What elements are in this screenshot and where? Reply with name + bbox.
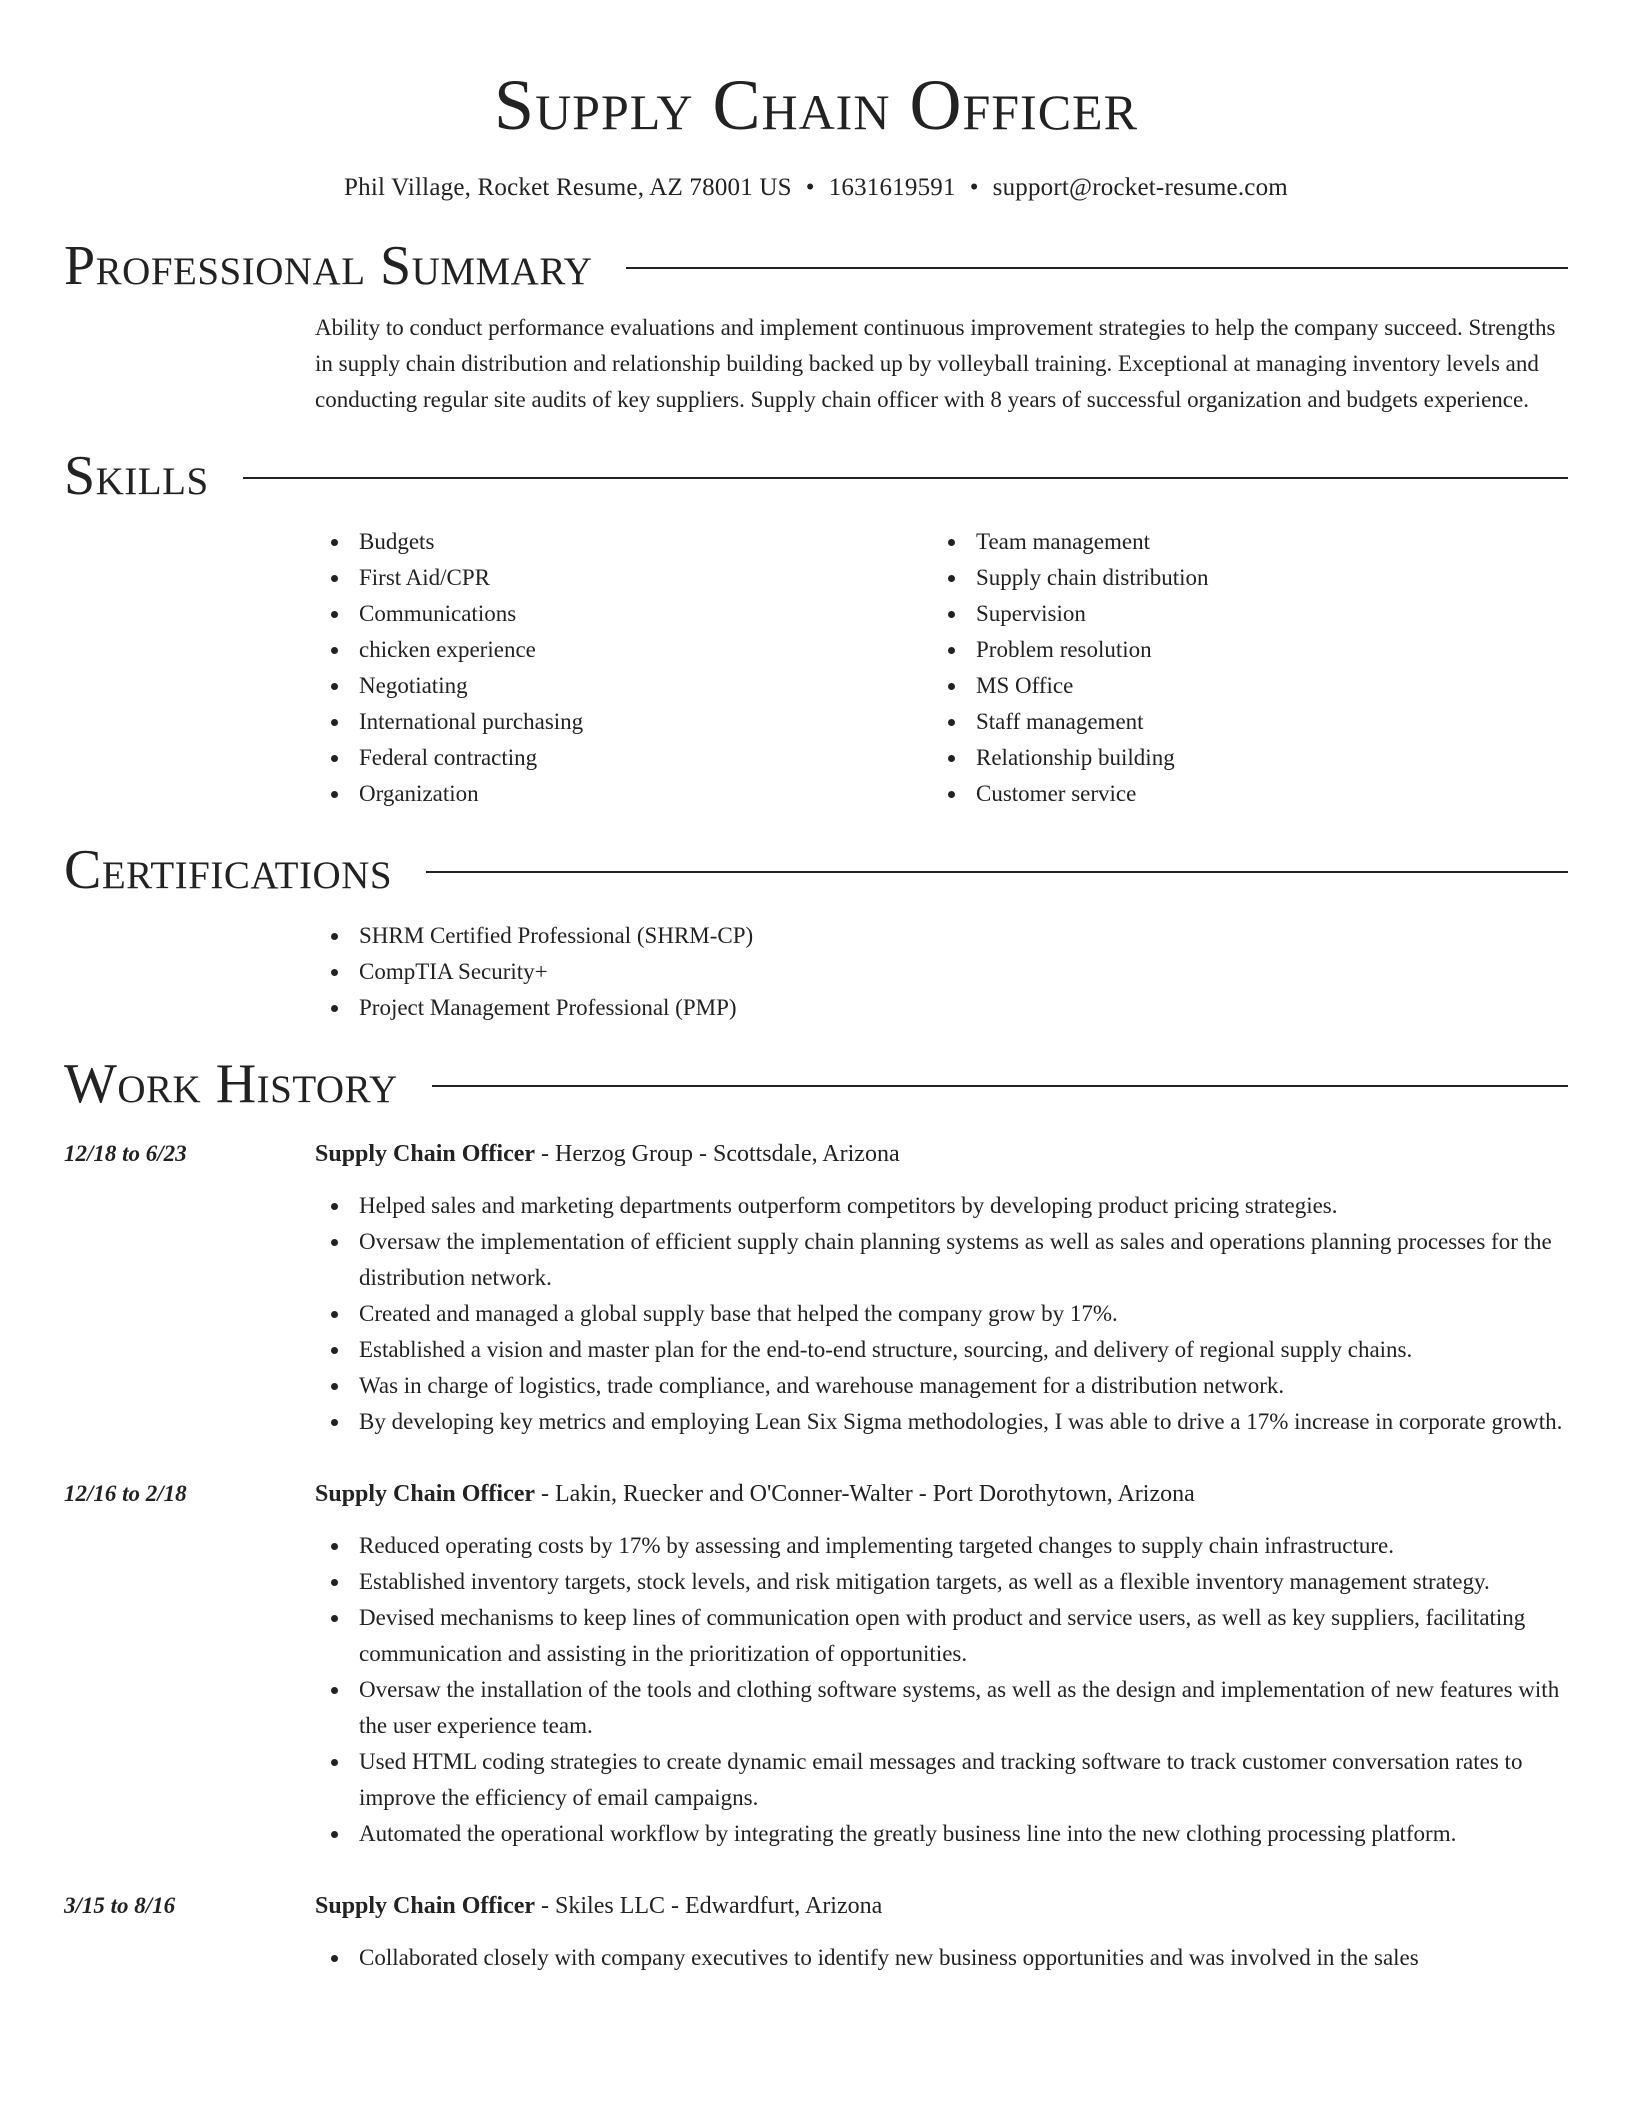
job-bullets (315, 1188, 1568, 1440)
skill-item: Communications (315, 596, 932, 632)
certifications-heading: Certifications (64, 839, 393, 901)
skill-item: chicken experience (315, 632, 932, 668)
summary-section-header (64, 234, 1568, 298)
work-heading: Work History (64, 1053, 398, 1115)
job-entry (64, 1136, 1568, 1440)
summary-heading: Professional Summary (64, 235, 593, 297)
skill-item: International purchasing (315, 704, 932, 740)
job-bullet: Devised mechanisms to keep lines of communication open with product and service users, as well as key suppliers, facilitating communication and assisting in the prioritization of opportunities. (315, 1600, 1568, 1672)
page-title: Supply Chain Officer (494, 65, 1138, 145)
job-entry (64, 1888, 1568, 1976)
job-bullets (315, 1528, 1568, 1852)
contact-email[interactable]: support@rocket-resume.com (992, 174, 1288, 201)
job-employer-location: - Herzog Group - Scottsdale, Arizona (535, 1141, 900, 1167)
contact-address: Phil Village, Rocket Resume, AZ 78001 US (344, 174, 792, 201)
job-title: Supply Chain Officer (315, 1893, 536, 1919)
job-heading (315, 1136, 1568, 1172)
job-bullet: Oversaw the implementation of efficient supply chain planning systems as well as sales and operations planning processes for the distribution network. (315, 1224, 1568, 1296)
skills-column-left (315, 524, 932, 812)
job-employer-location: - Skiles LLC - Edwardfurt, Arizona (535, 1893, 883, 1919)
job-employer-location: - Lakin, Ruecker and O'Conner-Walter - Port Dorothytown, Arizona (535, 1481, 1195, 1507)
job-bullet: Established inventory targets, stock levels, and risk mitigation targets, as well as a flexible inventory management strategy. (315, 1564, 1568, 1600)
job-details (315, 1136, 1568, 1440)
job-bullet: Automated the operational workflow by integrating the greatly business line into the new clothing processing platform. (315, 1816, 1568, 1852)
section-divider (432, 1085, 1568, 1087)
job-title: Supply Chain Officer (315, 1141, 536, 1167)
contact-separator: • (969, 174, 979, 201)
section-divider (426, 871, 1568, 873)
skill-item: Problem resolution (932, 632, 1549, 668)
skill-item: Budgets (315, 524, 932, 560)
skill-item: Customer service (932, 776, 1549, 812)
job-bullet: Used HTML coding strategies to create dynamic email messages and tracking software to track customer conversation rates to improve the efficiency of email campaigns. (315, 1744, 1568, 1816)
contact-separator: • (805, 174, 815, 201)
certification-item: CompTIA Security+ (315, 954, 1568, 990)
skill-item: Supply chain distribution (932, 560, 1549, 596)
contact-phone: 1631619591 (828, 174, 956, 201)
skills-column-right (932, 524, 1549, 812)
job-bullet: Was in charge of logistics, trade compliance, and warehouse management for a distribution network. (315, 1368, 1568, 1404)
work-section-header (64, 1052, 1568, 1116)
skill-item: Staff management (932, 704, 1549, 740)
job-bullet: Established a vision and master plan for the end-to-end structure, sourcing, and delivery of regional supply chains. (315, 1332, 1568, 1368)
job-entry (64, 1476, 1568, 1852)
certifications-section-header (64, 838, 1568, 902)
job-heading (315, 1476, 1568, 1512)
skills-list (315, 524, 1568, 812)
skill-item: Organization (315, 776, 932, 812)
job-dates: 12/16 to 2/18 (64, 1481, 187, 1506)
resume-page (64, 0, 1568, 1976)
job-details (315, 1476, 1568, 1852)
job-details (315, 1888, 1568, 1976)
job-bullet: Created and managed a global supply base that helped the company grow by 17%. (315, 1296, 1568, 1332)
skill-item: First Aid/CPR (315, 560, 932, 596)
job-dates: 3/15 to 8/16 (64, 1893, 176, 1918)
certifications-items (315, 918, 1568, 1026)
summary-text: Ability to conduct performance evaluations and implement continuous improvement strategies to help the company succeed. Strengths in supply chain distribution and relationship building backed up by volleyball training. Exceptional at managing inventory levels and conducting regular site audits of key suppliers. Supply chain officer with 8 years of successful organization and budgets experience. (315, 315, 1556, 412)
job-heading (315, 1888, 1568, 1924)
job-bullet: Oversaw the installation of the tools and clothing software systems, as well as the design and implementation of new features with the user experience team. (315, 1672, 1568, 1744)
job-title: Supply Chain Officer (315, 1481, 536, 1507)
job-bullet: Helped sales and marketing departments outperform competitors by developing product pricing strategies. (315, 1188, 1568, 1224)
section-divider (243, 477, 1568, 479)
certification-item: SHRM Certified Professional (SHRM-CP) (315, 918, 1568, 954)
certification-item: Project Management Professional (PMP) (315, 990, 1568, 1026)
certifications-list (315, 918, 1568, 1026)
skill-item: Negotiating (315, 668, 932, 704)
skills-heading: Skills (64, 445, 209, 507)
skills-section-header (64, 444, 1568, 508)
skill-item: MS Office (932, 668, 1549, 704)
work-history-list (64, 1136, 1568, 1976)
skill-item: Supervision (932, 596, 1549, 632)
job-bullet: Reduced operating costs by 17% by assessing and implementing targeted changes to supply chain infrastructure. (315, 1528, 1568, 1564)
job-dates: 12/18 to 6/23 (64, 1141, 187, 1166)
skill-item: Team management (932, 524, 1549, 560)
job-bullet: Collaborated closely with company executives to identify new business opportunities and was involved in the sales (315, 1940, 1568, 1976)
skill-item: Federal contracting (315, 740, 932, 776)
skill-item: Relationship building (932, 740, 1549, 776)
job-bullets (315, 1940, 1568, 1976)
section-divider (626, 267, 1568, 269)
job-bullet: By developing key metrics and employing Lean Six Sigma methodologies, I was able to drive a 17% increase in corporate growth. (315, 1404, 1568, 1440)
contact-line (64, 172, 1568, 204)
